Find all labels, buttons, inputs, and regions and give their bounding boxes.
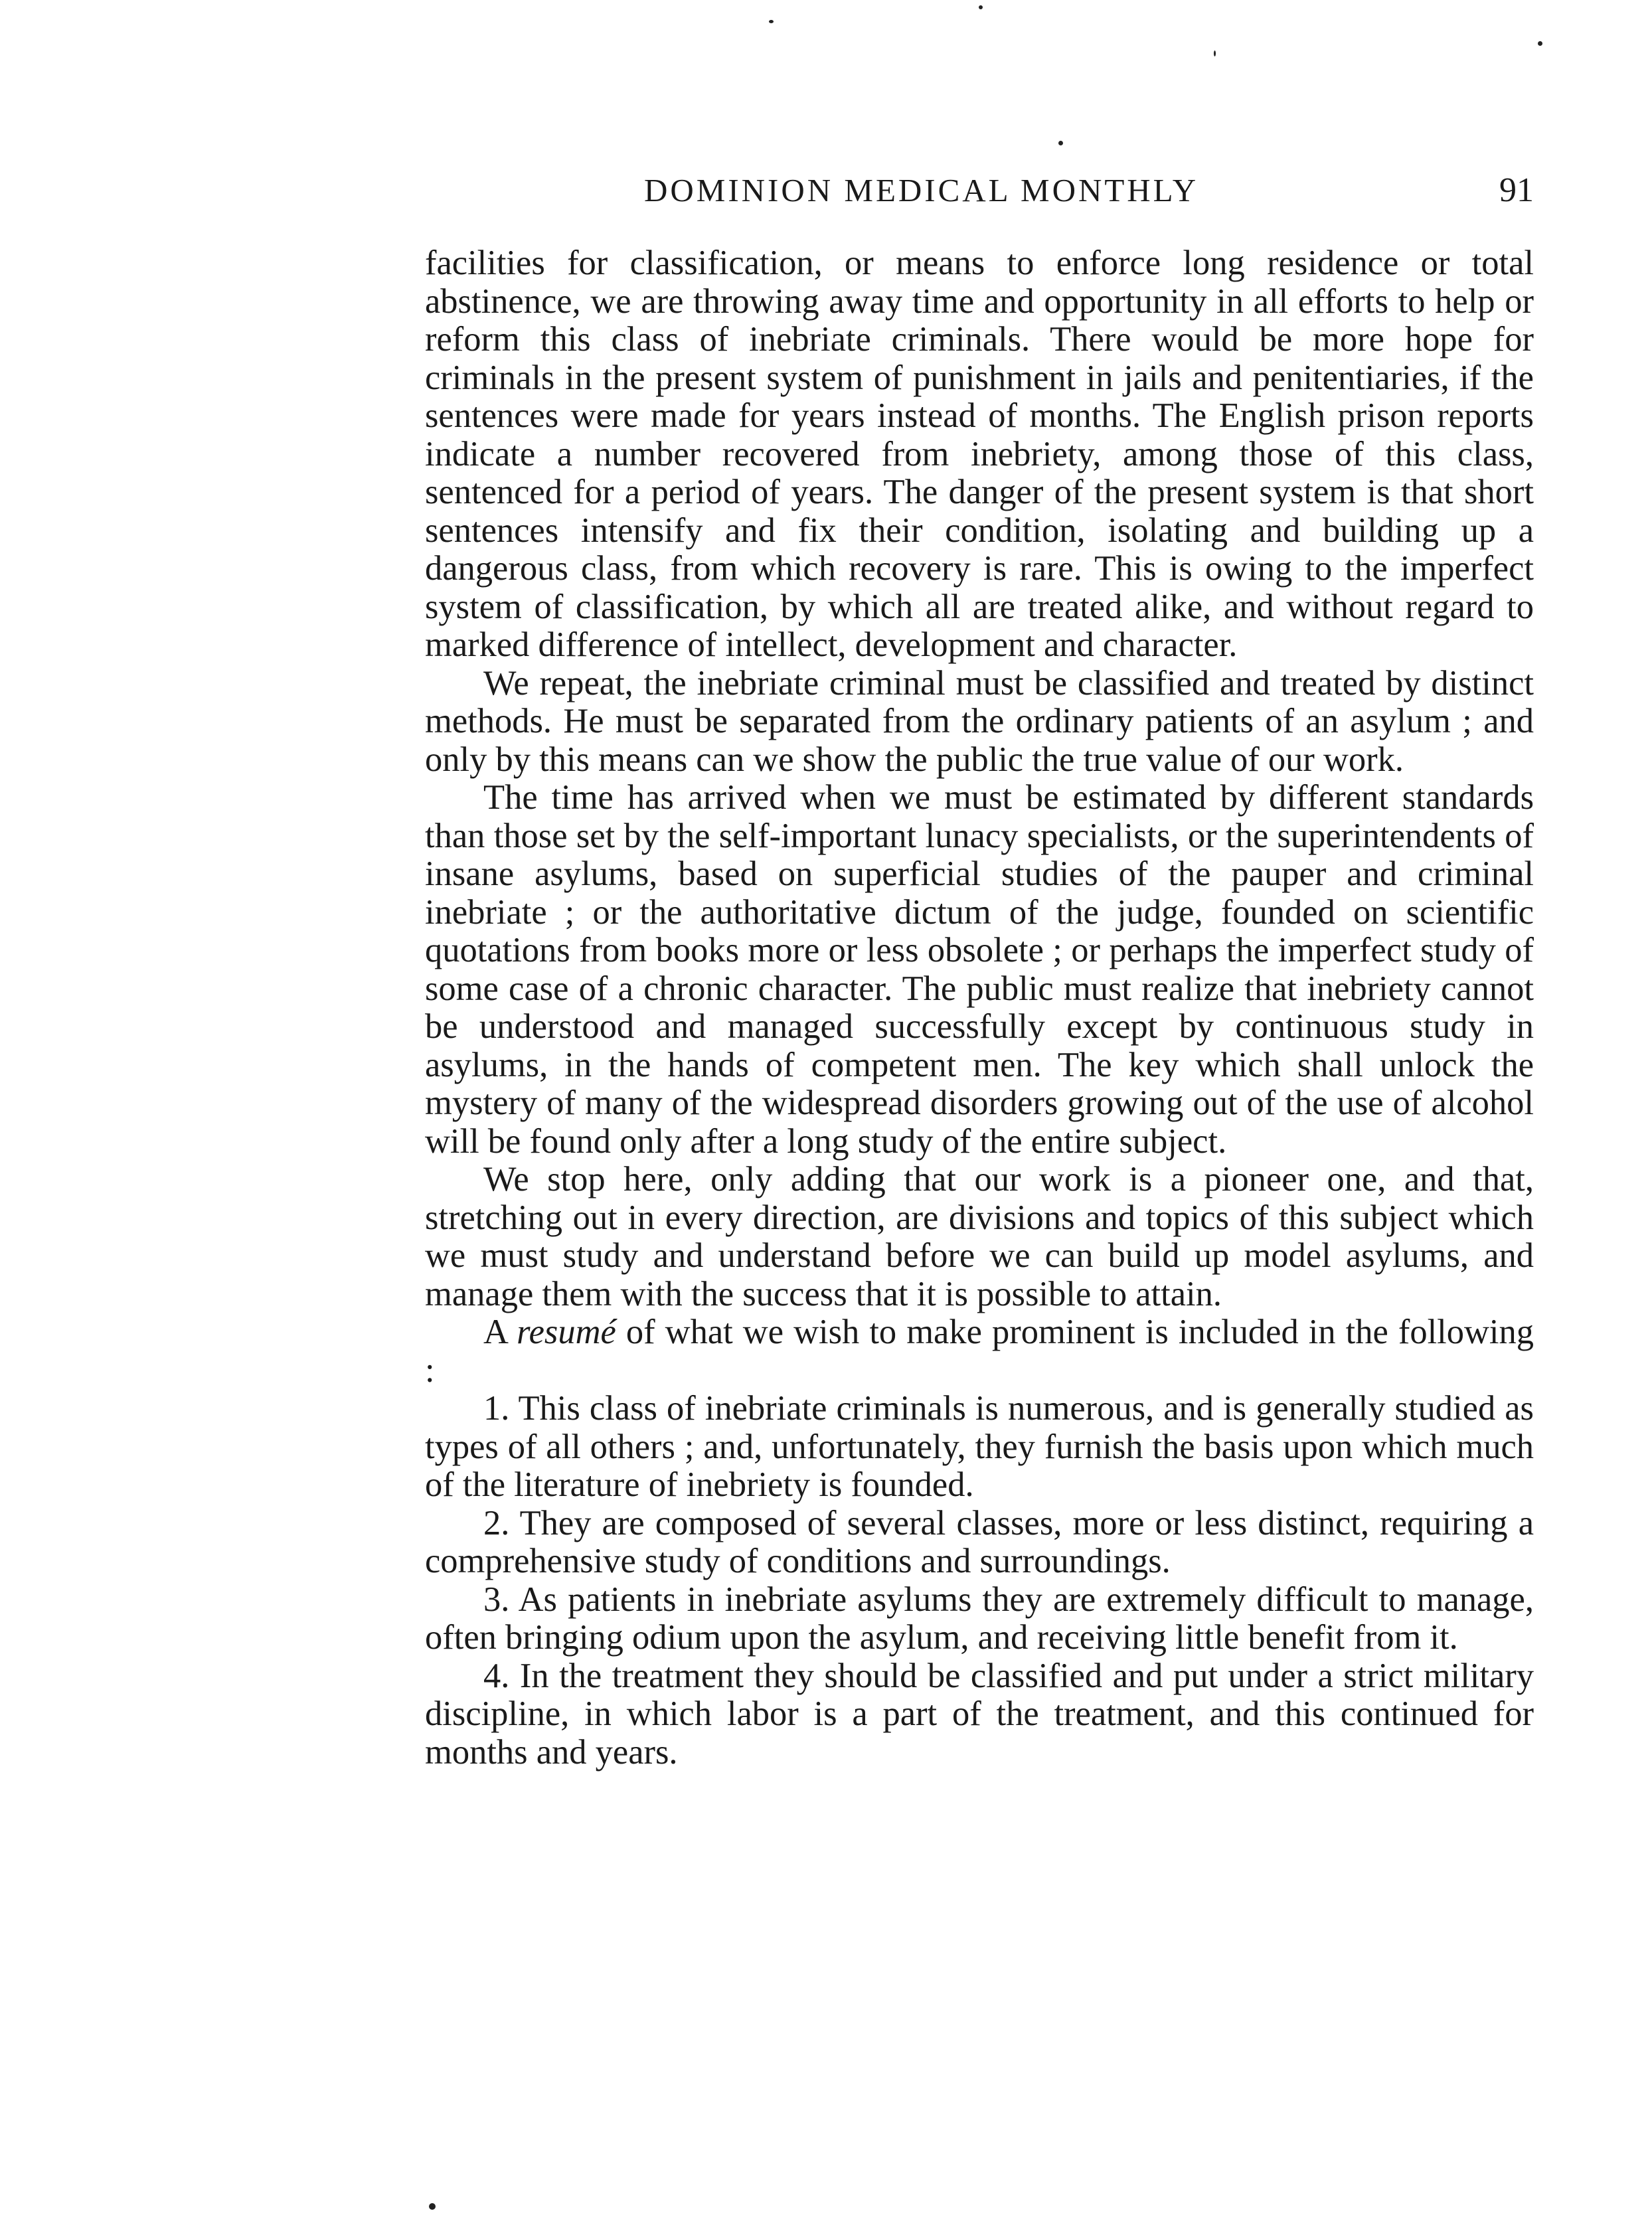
paragraph: facilities for classification, or means to enforce long residence or total abstinence, we are throwing away time and opportunity in all efforts to help or reform this class of inebriate criminals. There would be more hope for criminals in the present system of punishment in jails and penitentiaries, if the sentences were made for years instead of months. The English prison reports indicate a number recovered from inebriety, among those of this class, sentenced for a period of years. The danger of the present system is that short sentences intensify and fix their condition, isolating and building up a dangerous class, from which recovery is rare. This is owing to the imperfect system of classification, by which all are treated alike, and without regard to marked difference of intellect, development and character. [425, 244, 1534, 664]
running-title: DOMINION MEDICAL MONTHLY [644, 172, 1199, 208]
resume-lead: A [483, 1313, 507, 1351]
resume-rest: of what we wish to make prominent is included in the following : [425, 1313, 1534, 1390]
scan-speck [979, 5, 983, 9]
paragraph-resume [425, 1313, 1534, 1390]
paragraph: We repeat, the inebriate criminal must be classified and treated by distinct methods. He must be separated from the ordinary patients of an asylum ; and only by this means can we show the public the true value of our work. [425, 663, 1534, 779]
running-head [425, 167, 1534, 214]
article-body [425, 244, 1534, 1772]
list-item: 2. They are composed of several classes, more or less distinct, requiring a comprehensive study of conditions and surroundings. [425, 1503, 1534, 1580]
list-item: 4. In the treatment they should be classified and put under a strict military discipline, in which labor is a part of the treatment, and this continued for months and years. [425, 1656, 1534, 1772]
scan-speck [1214, 50, 1216, 56]
scan-speck [1058, 141, 1063, 145]
scan-speck [429, 2203, 436, 2210]
scan-speck [1538, 41, 1542, 46]
paragraph: We stop here, only adding that our work is a pioneer one, and that, stretching out in every direction, are divisions and topics of this subject which we must study and understand before we can build up model asylums, and manage them with the success that it is possible to attain. [425, 1160, 1534, 1313]
page-number: 91 [1499, 171, 1534, 209]
list-item: 3. As patients in inebriate asylums they are extremely difficult to manage, often bringing odium upon the asylum, and receiving little benefit from it. [425, 1580, 1534, 1657]
list-item: 1. This class of inebriate criminals is numerous, and is generally studied as types of all others ; and, unfortunately, they furnish the basis upon which much of the literature of inebriety is founded. [425, 1389, 1534, 1504]
paragraph: The time has arrived when we must be estimated by different standards than those set by the self-important lunacy specialists, or the superintendents of insane asylums, based on superficial studies of the pauper and criminal inebriate ; or the authoritative dictum of the judge, founded on scientific quotations from books more or less obsolete ; or perhaps the imperfect study of some case of a chronic character. The public must realize that inebriety cannot be understood and managed successfully except by continuous study in asylums, in the hands of competent men. The key which shall unlock the mystery of many of the widespread disorders growing out of the use of alcohol will be found only after a long study of the entire subject. [425, 778, 1534, 1161]
resume-italic-word: resumé [517, 1313, 616, 1351]
scan-speck [769, 20, 774, 23]
